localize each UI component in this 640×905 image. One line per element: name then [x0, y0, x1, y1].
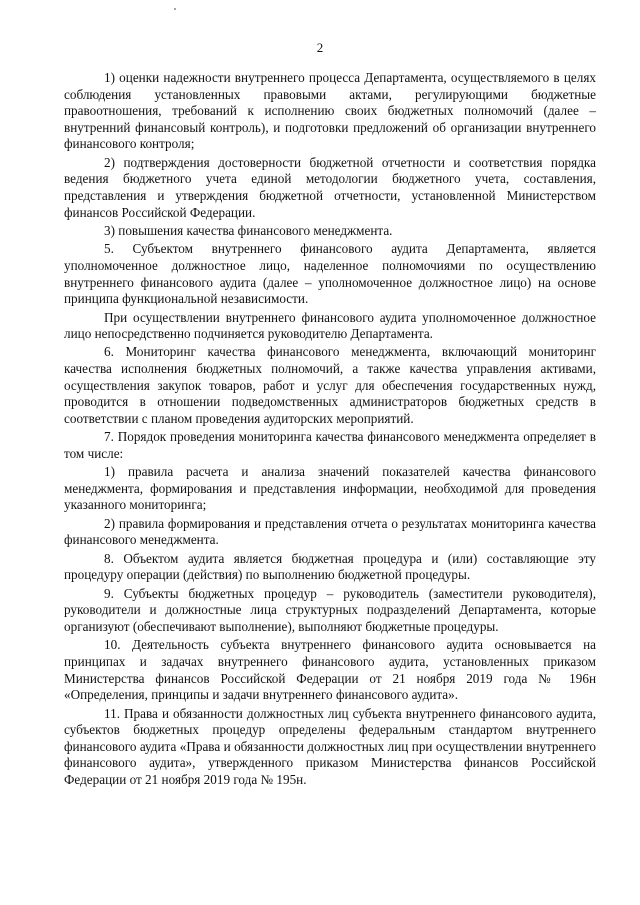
- paragraph-7-monitoring-procedure: 7. Порядок проведения мониторинга качества финансового менеджмента определяет в том числе:: [64, 429, 596, 461]
- paragraph-7-item-1-rules: 1) правила расчета и анализа значений показателей качества финансового менеджмента, формирования и представления информации, необходимой для проведения указанного мониторинга;: [64, 464, 596, 513]
- document-body: [64, 70, 596, 790]
- page-number: 2: [316, 40, 324, 55]
- paragraph-7-item-2-report: 2) правила формирования и представления отчета о результатах мониторинга качества финансового менеджмента.: [64, 515, 596, 548]
- paragraph-10-principles: 10. Деятельность субъекта внутреннего финансового аудита основывается на принципах и задачах внутреннего финансового аудита, установленных приказом Министерства финансов Российской Федерации от 21 ноября 2019 года № 196н «Определения, принципы и задачи внутреннего финансового аудита».: [64, 637, 596, 703]
- paragraph-9-procedure-subjects: 9. Субъекты бюджетных процедур – руководитель (заместители руководителя), руководители и должностные лица структурных подразделений Департамента, которые организуют (обеспечивают выполнение), выполняют бюджетные процедуры.: [64, 585, 596, 634]
- paragraph-5-audit-subject: 5. Субъектом внутреннего финансового аудита Департамента, является уполномоченное должностное лицо, наделенное полномочиями по осуществлению внутреннего финансового аудита (далее – уполномоченное должностное лицо) на основе принципа функциональной независимости.: [64, 241, 596, 307]
- paragraph-item-2-reporting: 2) подтверждения достоверности бюджетной отчетности и соответствия порядка ведения бюджетного учета единой методологии бюджетного учета, составления, представления и утверждения бюджетной отчетности, установленной Министерством финансов Российской Федерации.: [64, 154, 596, 220]
- paragraph-11-rights-duties: 11. Права и обязанности должностных лиц субъекта внутреннего финансового аудита, субъектов бюджетных процедур определены федеральным стандартом внутреннего финансового аудита «Права и обязанности должностных лиц при осуществлении внутреннего финансового аудита», утвержденного приказом Министерства финансов Российской Федерации от 21 ноября 2019 года № 195н.: [64, 705, 596, 787]
- paragraph-subordination: При осуществлении внутреннего финансового аудита уполномоченное должностное лицо непосредственно подчиняется руководителю Департамента.: [64, 309, 596, 342]
- paragraph-item-3-management: 3) повышения качества финансового менеджмента.: [104, 222, 393, 238]
- paragraph-6-monitoring: 6. Мониторинг качества финансового менеджмента, включающий мониторинг качества исполнения бюджетных полномочий, а также качества управления активами, осуществления закупок товаров, работ и услуг для обеспечения государственных нужд, проводится в отношении подведомственных администраторов бюджетных средств в соответствии с планом проведения аудиторских мероприятий.: [64, 344, 596, 426]
- scan-speck: [174, 8, 176, 10]
- paragraph-8-audit-object: 8. Объектом аудита является бюджетная процедура и (или) составляющие эту процедуру операции (действия) по выполнению бюджетной процедуры.: [64, 550, 596, 583]
- paragraph-item-1-assessment: 1) оценки надежности внутреннего процесса Департамента, осуществляемого в целях соблюдения установленных правовыми актами, регулирующими бюджетные правоотношения, требований к исполнению своих бюджетных полномочий (далее – внутренний финансовый контроль), и подготовки предложений об организации внутреннего финансового контроля;: [64, 70, 596, 152]
